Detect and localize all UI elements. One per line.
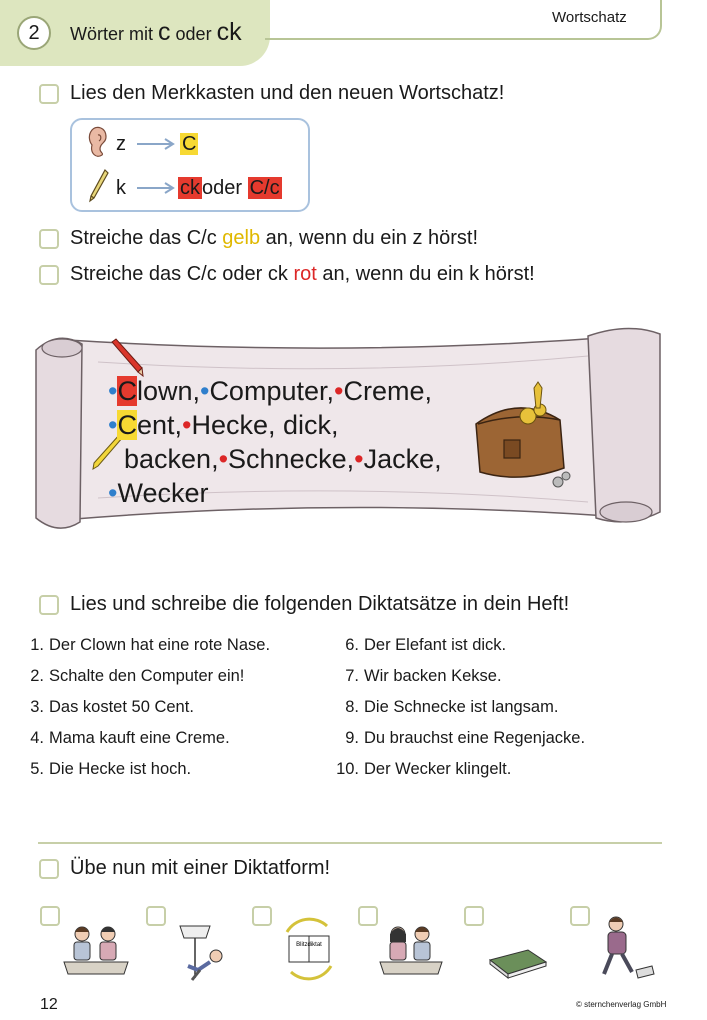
pencil-icon bbox=[87, 168, 109, 204]
task2-text: Streiche das C/c gelb an, wenn du ein z hörst! bbox=[70, 227, 479, 249]
page-number: 12 bbox=[40, 996, 58, 1013]
copyright: © sternchenverlag GmbH bbox=[576, 1000, 667, 1009]
category-label: Wortschatz bbox=[552, 9, 627, 26]
walking-dictation-icon bbox=[592, 914, 658, 984]
task1-text: Lies den Merkkasten und den neuen Wortschatz! bbox=[70, 82, 505, 104]
blue-dot-icon: • bbox=[199, 376, 210, 406]
diktatform-checkbox[interactable] bbox=[570, 906, 590, 926]
diktatform-checkbox[interactable] bbox=[464, 906, 484, 926]
list-item: 5. Die Hecke ist hoch. bbox=[30, 760, 192, 778]
merk-sound-z: z bbox=[116, 133, 126, 155]
task3-text: Streiche das C/c oder ck rot an, wenn du ein k hörst! bbox=[70, 263, 535, 285]
red-dot-icon: • bbox=[182, 410, 192, 440]
diktatform-checkbox[interactable] bbox=[252, 906, 272, 926]
red-dot-icon: • bbox=[354, 444, 364, 474]
list-item: 1. Der Clown hat eine rote Nase. bbox=[30, 636, 271, 654]
word-line-3: backen,•Schnecke,•Jacke, bbox=[124, 444, 442, 474]
diktatform-checkbox[interactable] bbox=[146, 906, 166, 926]
title-letters-ck: ck bbox=[216, 18, 242, 46]
arrow-right-icon bbox=[135, 138, 177, 150]
list-item: 7. Wir backen Kekse. bbox=[345, 667, 502, 685]
treasure-chest-icon bbox=[468, 380, 574, 492]
blitzdiktat-icon bbox=[277, 916, 341, 982]
blue-dot-icon: • bbox=[108, 478, 118, 508]
task4-text: Lies und schreibe die folgenden Diktatsätze in dein Heft! bbox=[70, 593, 570, 615]
word-line-4: •Wecker bbox=[108, 478, 209, 508]
task5-checkbox[interactable] bbox=[39, 859, 59, 879]
ear-icon bbox=[86, 125, 108, 159]
notebook-icon bbox=[484, 940, 550, 980]
diktatform-checkbox[interactable] bbox=[358, 906, 378, 926]
list-item: 10. Der Wecker klingelt. bbox=[336, 760, 512, 778]
list-item: 3. Das kostet 50 Cent. bbox=[30, 698, 194, 716]
list-item: 6. Der Elefant ist dick. bbox=[345, 636, 507, 654]
merk-oder: oder bbox=[202, 177, 243, 199]
list-item: 2. Schalte den Computer ein! bbox=[30, 667, 245, 685]
sentences-right bbox=[334, 636, 585, 791]
unit-number: 2 bbox=[17, 16, 51, 50]
partner-dictation-icon bbox=[62, 922, 130, 984]
task4-checkbox[interactable] bbox=[39, 595, 59, 615]
merk-letter-c-yellow: C bbox=[182, 133, 197, 155]
sentences-left bbox=[24, 636, 270, 791]
list-item: 4. Mama kauft eine Creme. bbox=[30, 729, 230, 747]
color-word-red: rot bbox=[293, 263, 317, 285]
blitzdiktat-label: Blitzdiktat bbox=[296, 942, 322, 948]
merk-letter-c-red: C/c bbox=[249, 177, 280, 199]
merk-sound-k: k bbox=[116, 177, 126, 199]
divider bbox=[38, 842, 662, 844]
page-title: Wörter mit c oder ck bbox=[70, 18, 242, 46]
color-word-yellow: gelb bbox=[222, 227, 261, 249]
task5-text: Übe nun mit einer Diktatform! bbox=[70, 857, 331, 879]
arrow-right-icon bbox=[135, 182, 177, 194]
diktatform-checkbox[interactable] bbox=[40, 906, 60, 926]
blue-dot-icon: • bbox=[108, 376, 118, 406]
red-dot-icon: • bbox=[334, 376, 344, 406]
list-item: 9. Du brauchst eine Regenjacke. bbox=[345, 729, 586, 747]
red-dot-icon: • bbox=[218, 444, 229, 474]
task2-checkbox[interactable] bbox=[39, 229, 59, 249]
blue-dot-icon: • bbox=[108, 410, 118, 440]
task3-checkbox[interactable] bbox=[39, 265, 59, 285]
task1-checkbox[interactable] bbox=[39, 84, 59, 104]
title-letter-c: c bbox=[158, 18, 171, 46]
pair-writing-icon bbox=[378, 920, 444, 984]
word-line-2: •Cent,•Hecke, dick, bbox=[108, 410, 339, 440]
running-dictation-icon bbox=[170, 918, 236, 984]
list-item: 8. Die Schnecke ist langsam. bbox=[345, 698, 559, 716]
word-line-1: •Clown,•Computer,•Creme, bbox=[108, 376, 432, 406]
red-pencil-icon bbox=[108, 338, 144, 378]
merk-letters-ck-red: ck bbox=[180, 177, 200, 199]
